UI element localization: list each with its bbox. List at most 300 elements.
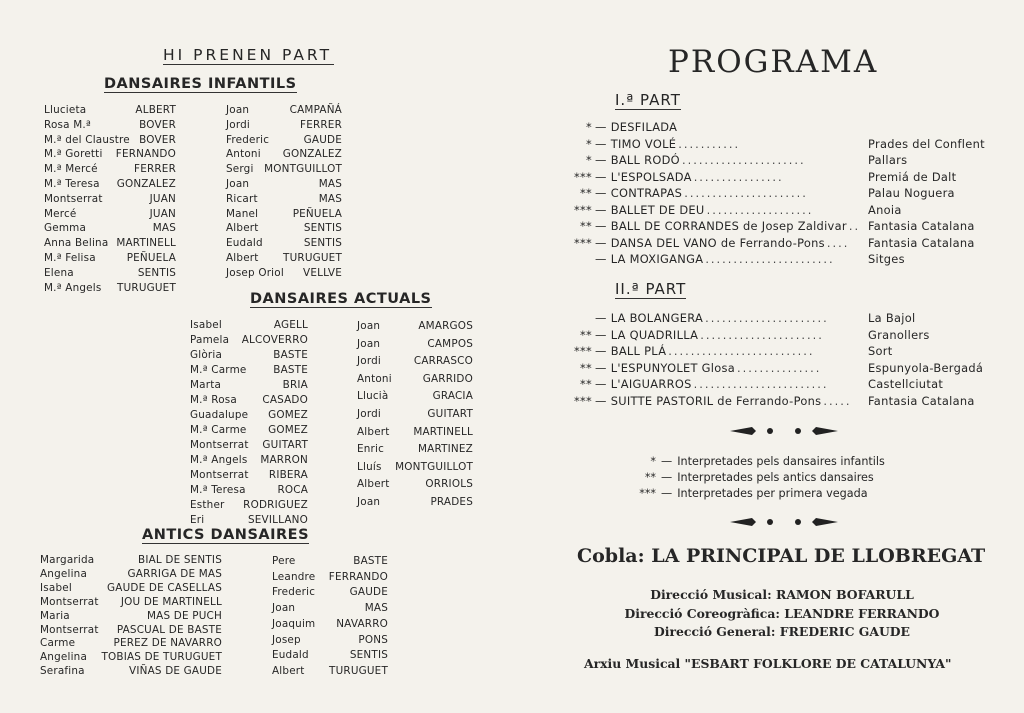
list-item xyxy=(357,371,473,389)
legend-mark: * xyxy=(650,455,656,468)
legend-text: Interpretades pels dansaires infantils xyxy=(677,455,885,468)
list-item xyxy=(357,494,473,512)
first-name: Rosa M.ª xyxy=(44,118,91,131)
first-name: Albert xyxy=(272,664,305,677)
first-name: Glòria xyxy=(190,349,223,361)
surname: RIBERA xyxy=(268,469,308,481)
dash: — xyxy=(595,219,607,233)
dance-origin: Fantasia Catalana xyxy=(868,393,975,408)
dance-name: DANSA DEL VANO de Ferrando-Pons xyxy=(610,235,825,250)
first-name: Llucià xyxy=(357,390,389,403)
first-name: M.ª Angels xyxy=(44,281,102,294)
asterisk-mark: ** xyxy=(580,219,592,233)
legend-text: Interpretades pels antics dansaires xyxy=(677,471,874,484)
list-item xyxy=(44,236,176,251)
dance-name: BALL DE CORRANDES de Josep Zaldivar xyxy=(610,219,847,233)
surname: GOMEZ xyxy=(268,409,308,421)
surname: GARRIDO xyxy=(422,372,473,385)
list-item xyxy=(226,133,342,148)
surname: MAS DE PUCH xyxy=(147,609,222,622)
legend-mark: *** xyxy=(639,487,656,500)
credit-general: Direcció General: FREDERIC GAUDE xyxy=(654,624,910,639)
program-item xyxy=(562,360,998,377)
list-item xyxy=(44,133,176,148)
surname: FERRER xyxy=(134,163,176,176)
surname: MARRON xyxy=(260,454,308,466)
first-name: Albert xyxy=(226,222,259,235)
program-item xyxy=(562,185,998,202)
surname: SENTIS xyxy=(303,237,342,250)
surname: NAVARRO xyxy=(336,617,388,630)
surname: MONTGUILLOT xyxy=(264,163,342,176)
dash: — xyxy=(595,169,607,184)
legend-item xyxy=(630,486,885,502)
dash: — xyxy=(595,235,607,250)
infantils-list-2 xyxy=(226,103,342,281)
first-name: M.ª Teresa xyxy=(44,177,100,190)
programa-title: PROGRAMA xyxy=(668,44,879,80)
asterisk-mark: * xyxy=(586,153,592,167)
dance-name: BALLET DE DEU xyxy=(610,202,705,217)
surname: AGELL xyxy=(273,319,308,331)
first-name: Albert xyxy=(226,251,259,264)
dance-name: L'ESPOLSADA xyxy=(610,169,692,184)
surname: MAS xyxy=(318,192,342,205)
actuals-title: DANSAIRES ACTUALS xyxy=(250,291,432,307)
dot-leader: ............... xyxy=(737,360,822,375)
first-name: M.ª Angels xyxy=(190,454,248,466)
dance-origin: Espunyola-Bergadá xyxy=(868,360,984,375)
surname: SEVILLANO xyxy=(247,514,308,526)
list-item xyxy=(44,103,176,118)
arxiu-line: Arxiu Musical "ESBART FOLKLORE DE CATALUNYA" xyxy=(584,656,952,671)
first-name: Albert xyxy=(357,425,390,438)
list-item xyxy=(40,665,222,679)
dash: — xyxy=(661,455,673,468)
first-name: Joan xyxy=(226,177,250,190)
list-item xyxy=(226,118,342,133)
infantils-list-1 xyxy=(44,103,176,295)
dash: — xyxy=(595,136,607,151)
surname: CASADO xyxy=(262,394,308,406)
participants-title: HI PRENEN PART xyxy=(163,46,333,64)
dance-origin: Premiá de Dalt xyxy=(868,169,957,184)
list-item xyxy=(357,353,473,371)
surname: GAUDE xyxy=(349,586,388,599)
asterisk-mark: *** xyxy=(574,202,592,217)
first-name: Frederic xyxy=(226,133,270,146)
dash: — xyxy=(595,311,607,325)
first-name: Esther xyxy=(190,499,225,511)
surname: TURUGUET xyxy=(117,281,176,294)
list-item xyxy=(190,318,308,333)
surname: SENTIS xyxy=(349,649,388,662)
first-name: Frederic xyxy=(272,586,316,599)
program-item xyxy=(562,327,998,344)
first-name: Montserrat xyxy=(190,469,249,481)
first-name: Isabel xyxy=(40,581,72,594)
dot-leader: ...................... xyxy=(700,327,824,342)
surname: MARTINEZ xyxy=(417,443,473,456)
first-name: Isabel xyxy=(190,319,222,331)
list-item xyxy=(44,177,176,192)
list-item xyxy=(190,393,308,408)
list-item xyxy=(357,441,473,459)
program-item xyxy=(562,136,998,153)
first-name: Jordi xyxy=(226,118,250,131)
list-item xyxy=(190,513,308,528)
list-item xyxy=(190,333,308,348)
first-name: Angelina xyxy=(40,651,88,664)
surname: ORRIOLS xyxy=(425,478,473,491)
dot-leader: ...................... xyxy=(681,153,806,167)
list-item xyxy=(226,251,342,266)
dance-origin: Granollers xyxy=(868,327,930,342)
surname: CAMPAÑÁ xyxy=(289,104,342,116)
surname: PONS xyxy=(358,633,388,646)
asterisk-mark xyxy=(562,310,595,327)
list-item xyxy=(272,648,388,664)
list-item xyxy=(190,408,308,423)
first-name: M.ª Mercé xyxy=(44,163,98,176)
dance-origin: La Bajol xyxy=(868,311,916,325)
dance-origin: Fantasia Catalana xyxy=(868,235,975,250)
first-name: Elena xyxy=(44,266,74,279)
dash: — xyxy=(595,186,607,200)
list-item xyxy=(226,147,342,162)
dash: — xyxy=(661,487,673,500)
first-name: M.ª del Claustre xyxy=(44,133,130,146)
surname: CAMPOS xyxy=(427,337,473,350)
first-name: Serafina xyxy=(40,665,85,678)
credit-coreografica: Direcció Coreogràfica: LEANDRE FERRANDO xyxy=(624,605,940,621)
asterisk-mark: *** xyxy=(574,344,592,358)
dance-origin: Pallars xyxy=(868,153,908,167)
list-item xyxy=(40,610,222,624)
first-name: Joaquim xyxy=(272,617,316,630)
dot-leader: ..... xyxy=(823,393,852,408)
surname: GARRIGA DE MAS xyxy=(127,567,222,580)
first-name: Carme xyxy=(40,637,76,650)
first-name: Josep Oriol xyxy=(226,266,284,279)
program-item xyxy=(562,235,998,252)
first-name: Albert xyxy=(357,478,390,491)
list-item xyxy=(272,601,388,617)
surname: BIAL DE SENTIS xyxy=(137,554,222,566)
surname: FERRER xyxy=(300,118,342,131)
dance-origin: Palau Noguera xyxy=(868,186,955,200)
list-item xyxy=(357,406,473,424)
dance-name: SUITTE PASTORIL de Ferrando-Pons xyxy=(610,393,822,408)
part2-list xyxy=(562,310,998,409)
list-item xyxy=(226,207,342,222)
first-name: Guadalupe xyxy=(190,409,249,421)
dance-name: CONTRAPAS xyxy=(610,186,683,200)
asterisk-mark: ** xyxy=(580,377,592,391)
surname: PEÑUELA xyxy=(292,207,342,220)
asterisk-mark: *** xyxy=(574,235,592,250)
dance-name: L'ESPUNYOLET Glosa xyxy=(610,360,736,375)
surname: MAS xyxy=(152,222,176,235)
list-item xyxy=(357,459,473,477)
ornament-divider-1 xyxy=(730,424,840,438)
surname: JUAN xyxy=(149,192,176,205)
dot-leader: ........................ xyxy=(693,377,829,391)
dash: — xyxy=(595,252,607,266)
list-item xyxy=(272,585,388,601)
surname: PRADES xyxy=(430,495,473,508)
list-item xyxy=(44,162,176,177)
surname: ROCA xyxy=(277,484,308,496)
list-item xyxy=(44,147,176,162)
legend xyxy=(630,454,885,502)
first-name: Ricart xyxy=(226,192,258,205)
first-name: Joan xyxy=(357,495,381,508)
dance-origin xyxy=(868,119,998,136)
asterisk-mark: * xyxy=(586,120,592,134)
list-item xyxy=(190,453,308,468)
surname: GONZALEZ xyxy=(116,177,176,190)
first-name: M.ª Rosa xyxy=(190,394,237,406)
dash: — xyxy=(595,327,607,342)
surname: BOVER xyxy=(139,133,176,146)
surname: ALBERT xyxy=(135,104,176,116)
list-item xyxy=(272,633,388,649)
first-name: Jordi xyxy=(357,355,381,368)
dance-name: BALL RODÓ xyxy=(610,153,680,167)
list-item xyxy=(226,192,342,207)
first-name: Joan xyxy=(226,104,250,116)
surname: VIÑAS DE GAUDE xyxy=(129,665,222,678)
dash: — xyxy=(595,344,607,358)
first-name: Gemma xyxy=(44,222,87,235)
dance-name: DESFILADA xyxy=(610,120,678,134)
list-item xyxy=(357,424,473,442)
surname: MARTINELL xyxy=(116,237,176,250)
list-item xyxy=(272,554,388,570)
first-name: Anna Belina xyxy=(44,237,109,250)
first-name: Joan xyxy=(357,320,381,332)
first-name: Josep xyxy=(272,633,301,646)
list-item xyxy=(357,476,473,494)
program-item xyxy=(562,393,998,410)
dash: — xyxy=(595,153,607,167)
asterisk-mark: *** xyxy=(574,169,592,184)
legend-text: Interpretades per primera vegada xyxy=(677,487,868,500)
credit-musical: Direcció Musical: RAMON BOFARULL xyxy=(650,587,914,602)
dot-leader: ................ xyxy=(693,169,784,184)
surname: BASTE xyxy=(353,555,388,567)
list-item xyxy=(40,568,222,582)
first-name: Joan xyxy=(272,602,296,615)
dance-origin: Sitges xyxy=(868,252,905,266)
asterisk-mark: ** xyxy=(580,327,592,342)
list-item xyxy=(226,236,342,251)
surname: GOMEZ xyxy=(268,424,308,436)
infantils-title: DANSAIRES INFANTILS xyxy=(104,76,297,92)
first-name: M.ª Felisa xyxy=(44,251,96,264)
dance-origin: Anoia xyxy=(868,202,902,217)
first-name: Llucieta xyxy=(44,104,87,116)
dot-leader: .......................... xyxy=(668,344,815,358)
first-name: Montserrat xyxy=(44,192,103,205)
dance-origin: Sort xyxy=(868,344,893,358)
program-item xyxy=(562,376,998,393)
first-name: Lluís xyxy=(357,460,382,473)
list-item xyxy=(40,596,222,610)
list-item xyxy=(190,438,308,453)
list-item xyxy=(357,336,473,354)
dot-leader: ...................... xyxy=(684,186,808,200)
dot-leader: ................... xyxy=(706,202,814,217)
dash: — xyxy=(661,471,673,484)
list-item xyxy=(190,483,308,498)
first-name: M.ª Teresa xyxy=(190,484,246,496)
list-item xyxy=(272,664,388,680)
list-item xyxy=(272,570,388,586)
dash: — xyxy=(595,202,607,217)
surname: GUITART xyxy=(262,439,308,451)
surname: VELLVE xyxy=(303,266,342,279)
first-name: Eudald xyxy=(226,237,263,250)
first-name: Montserrat xyxy=(40,595,99,608)
dot-leader: .... xyxy=(826,235,850,250)
part2-title: II.ª PART xyxy=(615,280,687,298)
first-name: Leandre xyxy=(272,570,316,583)
first-name: Eri xyxy=(190,514,205,526)
list-item xyxy=(40,637,222,651)
first-name: Montserrat xyxy=(40,623,99,636)
list-item xyxy=(44,207,176,222)
legend-item xyxy=(630,454,885,470)
list-item xyxy=(226,177,342,192)
surname: MAS xyxy=(364,602,388,615)
dance-origin: Prades del Conflent xyxy=(868,136,985,151)
dance-name: LA QUADRILLA xyxy=(610,327,699,342)
surname: GAUDE xyxy=(303,133,342,146)
first-name: Marta xyxy=(190,379,222,391)
program-item xyxy=(562,218,998,235)
list-item xyxy=(272,617,388,633)
dance-origin: Castellciutat xyxy=(868,377,944,391)
program-item xyxy=(562,152,998,169)
dash: — xyxy=(595,120,607,134)
list-item xyxy=(44,266,176,281)
program-item xyxy=(562,310,998,327)
list-item xyxy=(190,423,308,438)
first-name: Angelina xyxy=(40,567,88,580)
list-item xyxy=(40,651,222,665)
program-item xyxy=(562,202,998,219)
first-name: Eudald xyxy=(272,649,309,662)
dot-leader xyxy=(677,119,868,136)
list-item xyxy=(226,221,342,236)
first-name: Pere xyxy=(272,555,296,567)
surname: GONZALEZ xyxy=(282,148,342,161)
dot-leader: ........... xyxy=(678,136,741,151)
antics-list-2 xyxy=(272,554,388,680)
list-item xyxy=(357,318,473,336)
dot-leader: ....................... xyxy=(705,252,835,266)
asterisk-mark: *** xyxy=(574,393,592,408)
program-item xyxy=(562,343,998,360)
surname: SENTIS xyxy=(303,222,342,235)
program-item xyxy=(562,119,998,136)
dance-name: TIMO VOLÉ xyxy=(610,136,677,151)
surname: GRACIA xyxy=(432,390,473,403)
surname: RODRIGUEZ xyxy=(243,499,308,511)
list-item xyxy=(40,624,222,638)
list-item xyxy=(44,251,176,266)
first-name: Maria xyxy=(40,609,70,622)
dash: — xyxy=(595,360,607,375)
asterisk-mark xyxy=(562,251,595,268)
list-item xyxy=(226,162,342,177)
surname: BOVER xyxy=(139,118,176,131)
surname: PEÑUELA xyxy=(126,251,176,264)
antics-list-1 xyxy=(40,554,222,679)
credits xyxy=(610,586,954,642)
surname: TURUGUET xyxy=(283,251,342,264)
asterisk-mark: ** xyxy=(580,186,592,200)
surname: BRIA xyxy=(282,379,308,391)
list-item xyxy=(40,582,222,596)
program-item xyxy=(562,251,998,268)
dot-leader: ...................... xyxy=(705,311,829,325)
surname: TOBIAS DE TURUGUET xyxy=(101,651,222,664)
first-name: Sergi xyxy=(226,163,254,176)
first-name: Jordi xyxy=(357,407,381,420)
first-name: Montserrat xyxy=(190,439,249,451)
legend-mark: ** xyxy=(644,471,656,484)
surname: JUAN xyxy=(149,207,176,220)
list-item xyxy=(190,498,308,513)
list-item xyxy=(40,554,222,568)
dance-name: L'AIGUARROS xyxy=(610,377,692,391)
surname: SENTIS xyxy=(137,266,176,279)
first-name: Enric xyxy=(357,443,385,456)
surname: BASTE xyxy=(273,364,308,376)
dash: — xyxy=(595,377,607,391)
first-name: M.ª Goretti xyxy=(44,148,103,161)
surname: AMARGOS xyxy=(418,320,473,332)
first-name: Mercé xyxy=(44,207,77,220)
first-name: M.ª Carme xyxy=(190,424,247,436)
list-item xyxy=(226,103,342,118)
legend-item xyxy=(630,470,885,486)
first-name: M.ª Carme xyxy=(190,364,247,376)
surname: PASCUAL DE BASTE xyxy=(116,623,222,636)
dance-name: LA BOLANGERA xyxy=(610,311,704,325)
surname: ALCOVERRO xyxy=(241,334,308,346)
asterisk-mark: * xyxy=(586,136,592,151)
actuals-list-1 xyxy=(190,318,308,528)
dash: — xyxy=(595,393,607,408)
first-name: Margarida xyxy=(40,554,95,566)
program-item xyxy=(562,169,998,186)
first-name: Antoni xyxy=(357,372,392,385)
list-item xyxy=(44,281,176,296)
list-item xyxy=(190,348,308,363)
first-name: Pamela xyxy=(190,334,230,346)
actuals-list-2 xyxy=(357,318,473,512)
surname: MONTGUILLOT xyxy=(395,460,473,473)
first-name: Manel xyxy=(226,207,259,220)
part1-title: I.ª PART xyxy=(615,91,681,109)
first-name: Joan xyxy=(357,337,381,350)
dance-origin: Fantasia Catalana xyxy=(868,219,975,233)
surname: BASTE xyxy=(273,349,308,361)
